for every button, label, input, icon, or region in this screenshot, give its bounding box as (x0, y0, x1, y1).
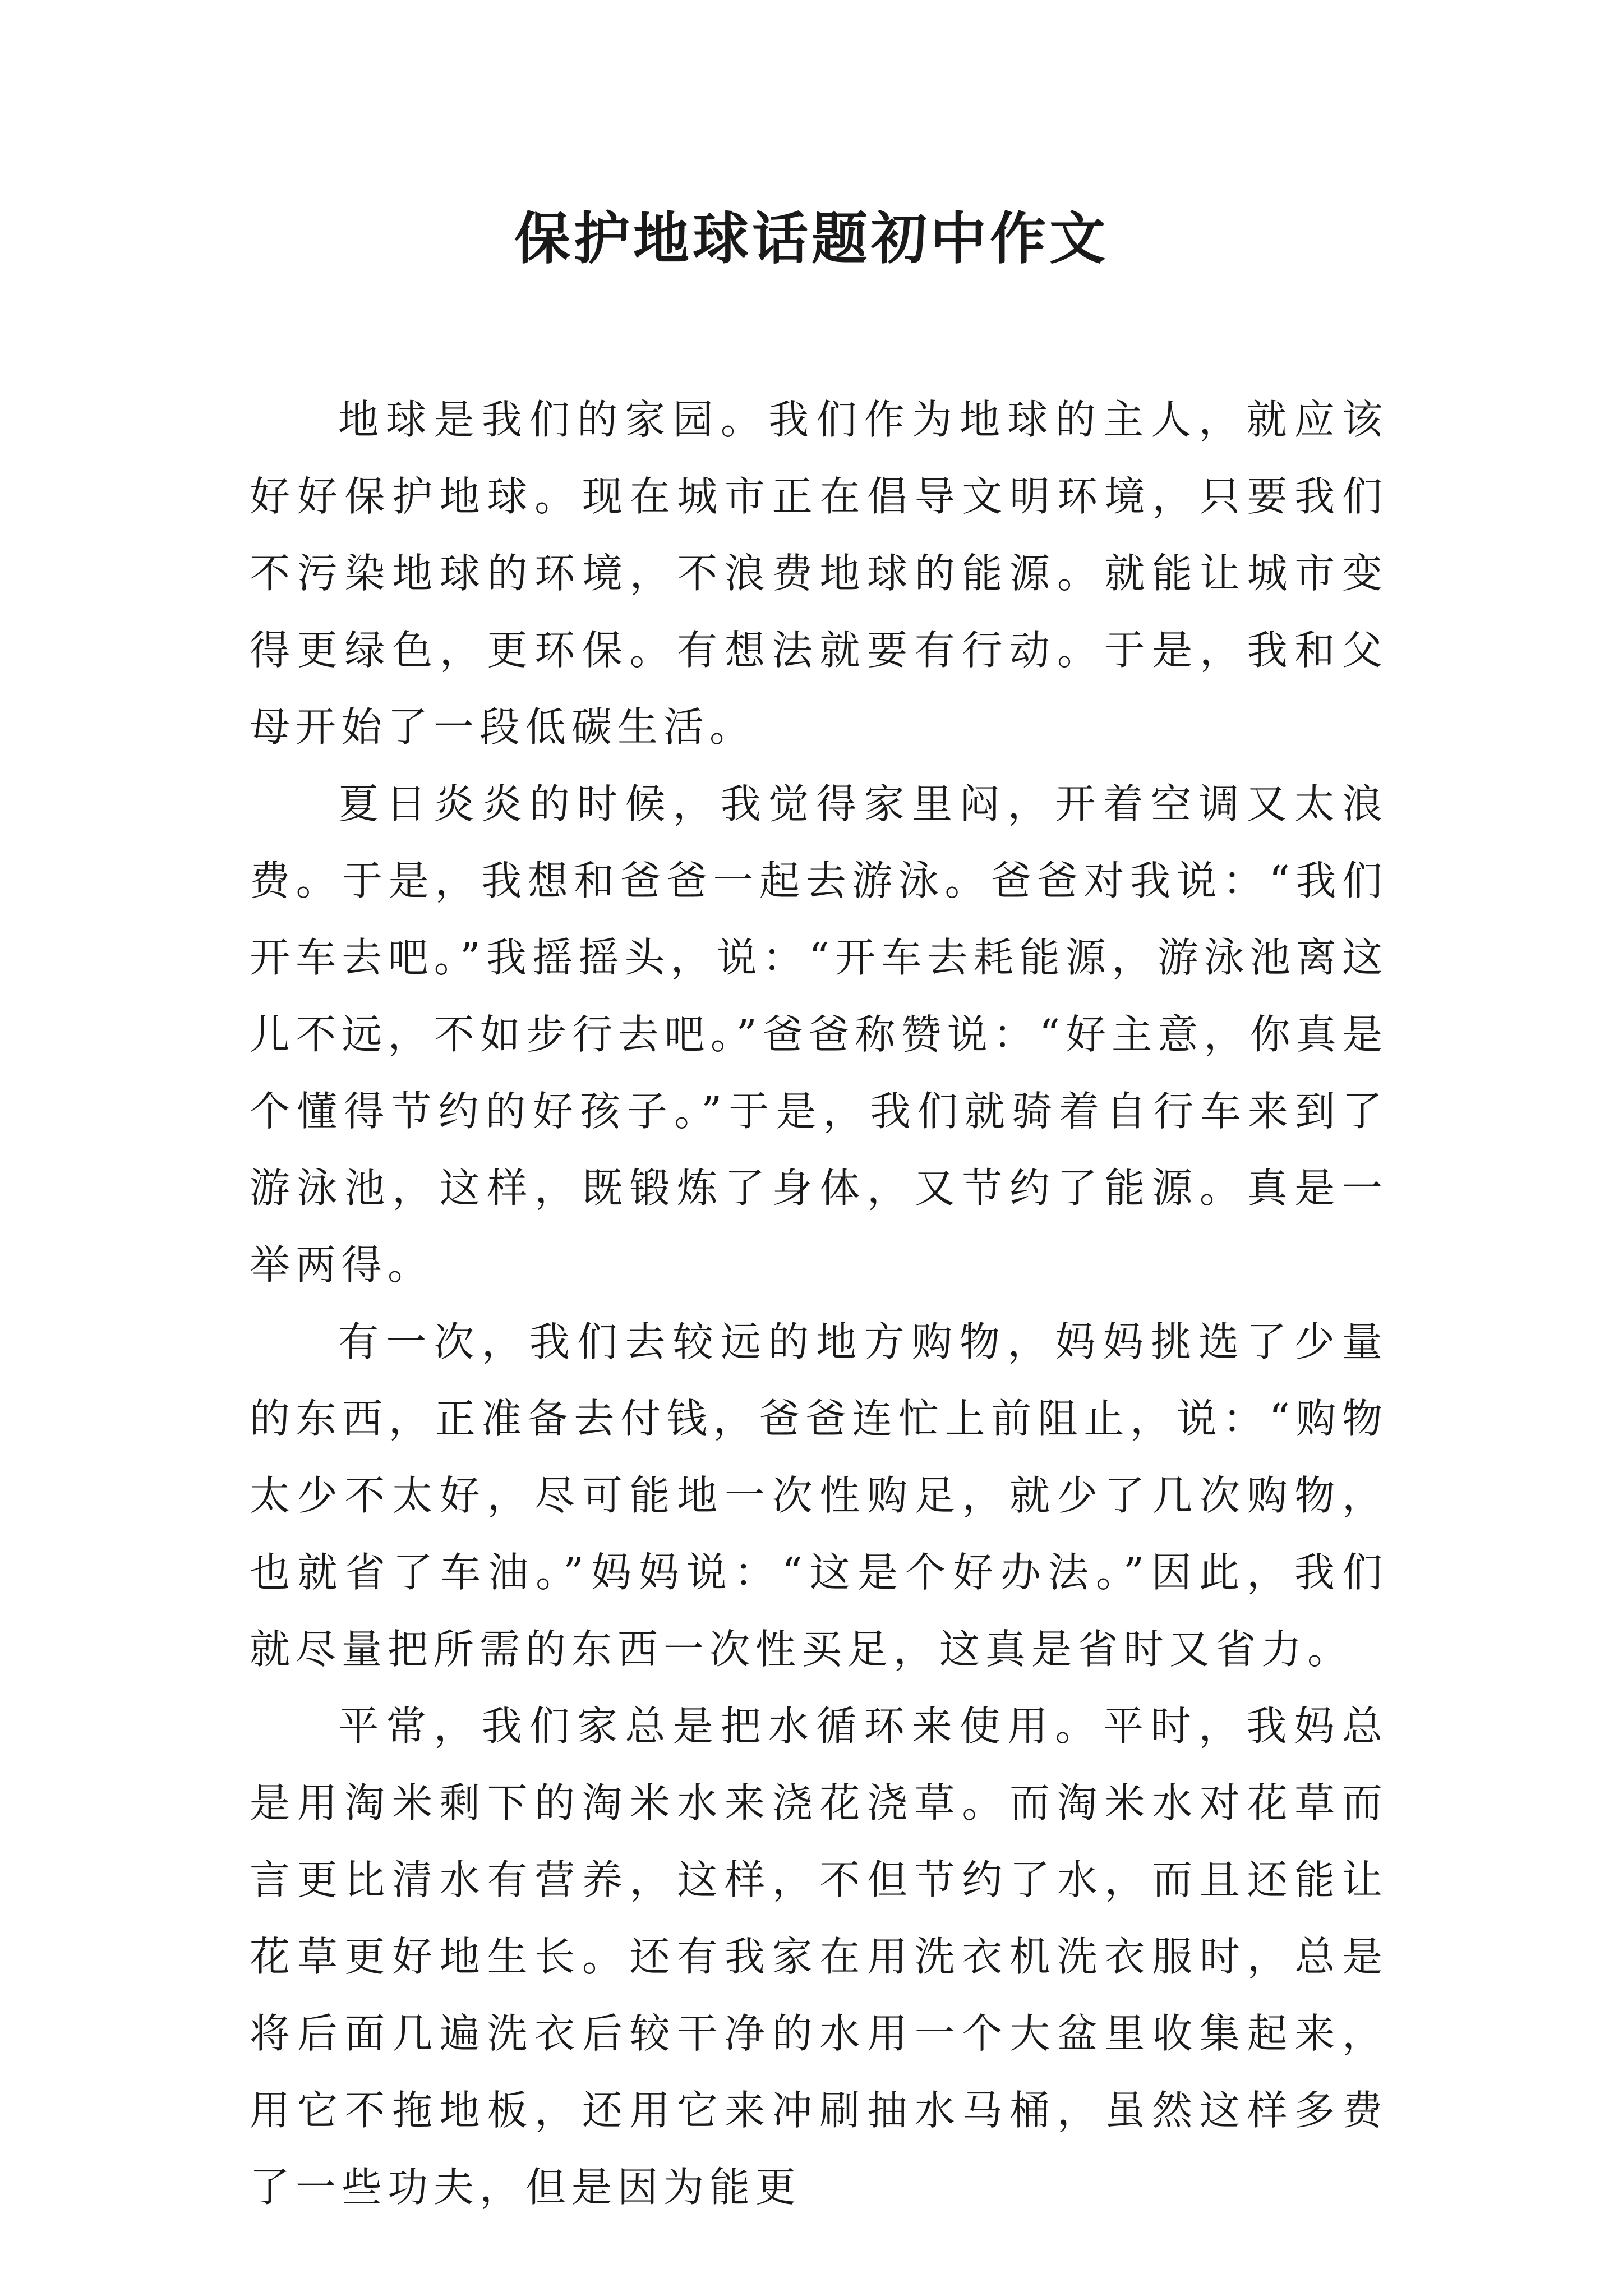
paragraph-2: 夏日炎炎的时候，我觉得家里闷，开着空调又太浪费。于是，我想和爸爸一起去游泳。爸爸对我说：“我们开车去吧。”我摇摇头，说：“开车去耗能源，游泳池离这儿不远，不如步行去吧。”爸爸称赞说：“好主意，你真是个懂得节约的好孩子。”于是，我们就骑着自行车来到了游泳池，这样，既锻炼了身体，又节约了能源。真是一举两得。 (250, 780, 1388, 1289)
document-title: 保护地球话题初中作文 (514, 205, 1109, 272)
paragraph-4: 平常，我们家总是把水循环来使用。平时，我妈总是用淘米剩下的淘米水来浇花浇草。而淘米水对花草而言更比清水有营养，这样，不但节约了水，而且还能让花草更好地生长。还有我家在用洗衣机洗衣服时，总是将后面几遍洗衣后较干净的水用一个大盆里收集起来，用它不拖地板，还用它来冲刷抽水马桶，虽然这样多费了一些功夫，但是因为能更 (250, 1703, 1388, 2211)
document-body (250, 381, 1388, 2226)
paragraph-1: 地球是我们的家园。我们作为地球的主人，就应该好好保护地球。现在城市正在倡导文明环境，只要我们不污染地球的环境，不浪费地球的能源。就能让城市变得更绿色，更环保。有想法就要有行动。于是，我和父母开始了一段低碳生活。 (250, 396, 1388, 751)
paragraph-3: 有一次，我们去较远的地方购物，妈妈挑选了少量的东西，正准备去付钱，爸爸连忙上前阻止，说：“购物太少不太好，尽可能地一次性购足，就少了几次购物，也就省了车油。”妈妈说：“这是个好办法。”因此，我们就尽量把所需的东西一次性买足，这真是省时又省力。 (250, 1318, 1388, 1673)
